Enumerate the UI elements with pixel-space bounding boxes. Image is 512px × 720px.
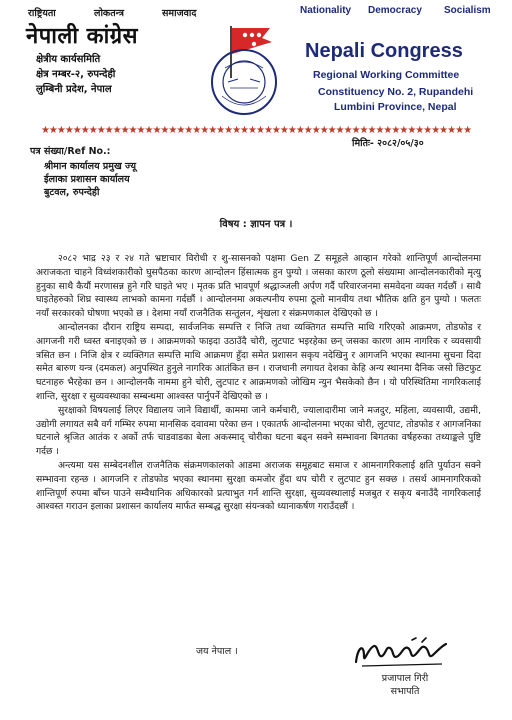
motto-socialism-en: Socialism xyxy=(444,5,491,16)
signatory-block xyxy=(360,672,450,698)
signatory-name: प्रजापाल गिरी xyxy=(381,673,429,684)
reference-number-label: पत्र संख्या/Ref No.: xyxy=(30,146,111,157)
constituency-nepali: क्षेत्र नम्बर-२, रुपन्देही xyxy=(36,69,116,80)
letter-body xyxy=(36,252,481,514)
subject-line: विषय : ज्ञापन पत्र । xyxy=(219,219,293,230)
closing-salutation: जय नेपाल । xyxy=(196,646,238,657)
addressee-block xyxy=(44,160,136,199)
party-name-english: Nepali Congress xyxy=(305,40,463,62)
body-paragraph: २०८२ भाद्र २३ र २४ गते भ्रष्टाचार विरोधी र शु-सासनको पक्षमा Gen Z समूहले आव्हान गरेको शान्तिपूर्ण आन्दोलनमा अराजकता चाहने विध्वंशकारीको घुसपैठका कारण आन्दोलन हिंसात्मक हुन पुग्यो । जसका कारण ठूलो संख्यामा आन्दोलनकारीको मृत्यु हुनुका साथै कैयौं मरणासन्न हुने गरि घाइते भए । मृतक प्रति भावपूर्ण श्रद्धाञ्जली अर्पण गर्दै परिवारजनमा समवेदना व्यक्त गर्दछौं । साथै घाइतेहरुको शिघ्र स्वास्थ्य लाभको कामना गर्दछौं । आन्दोलनमा अकल्पनीय रुपमा ठूलो मानवीय तथा भौतिक क्षति हुन पुग्यो । फलतः नयाँ सरकारको घोषणा भएको छ । देशमा नयाँ राजनैतिक सन्तुलन, शृंखला र संक्रमणकाल देखिएको छ । xyxy=(36,253,481,320)
motto-democracy-np: लोकतन्त्र xyxy=(94,8,124,19)
committee-english: Regional Working Committee xyxy=(313,69,460,81)
addressee-line: बुटवल, रुपन्देही xyxy=(44,187,100,198)
province-english: Lumbini Province, Nepal xyxy=(334,101,457,113)
signature-graphic xyxy=(352,636,452,670)
letter-date: मितिः- २०८२/०५/३० xyxy=(352,138,424,149)
province-nepali: लुम्बिनी प्रदेश, नेपाल xyxy=(36,84,112,95)
constituency-english: Constituency No. 2, Rupandehi xyxy=(318,86,474,98)
flag-icon xyxy=(230,26,272,78)
english-motto xyxy=(300,5,500,19)
motto-nationality-np: राष्ट्रियता xyxy=(28,8,56,19)
motto-socialism-np: समाजवाद xyxy=(162,8,197,19)
addressee-line: श्रीमान कार्यालय प्रमुख ज्यू xyxy=(44,161,137,172)
party-seal xyxy=(192,22,302,122)
nepali-motto xyxy=(28,6,208,18)
motto-nationality-en: Nationality xyxy=(300,5,352,16)
body-paragraph: अन्त्यमा यस सम्बेदनशील राजनैतिक संक्रमणकालको आडमा अराजक समूहबाट समाज र आमनागरिकलाई क्षति पुर्याउन सक्ने सम्भावना रहन्छ । आगजनि र तोडफोड भएका स्थानमा सुरक्षा कमजोर हुँदा थप चोरी र लुटपाट हुन सक्छ । तसर्थ आमनागरिकको शान्तिपूर्ण रुपमा बाँच्न पाउने सम्वैधानिक अधिकारको प्रत्याभुत गर्न शान्ति सुरक्षा, सुव्यवस्थालाई मजबुत र सकृय बनाउँदै नागरिकलाई आश्वस्त गराउन इलाका प्रशासन कार्यालय मार्फत सम्बद्ध सुरक्षा संयन्त्रको ध्यानाकर्षण गराउँदछौं । xyxy=(36,459,481,513)
committee-nepali: क्षेत्रीय कार्यसमिति xyxy=(36,54,101,65)
body-paragraph: आन्दोलनका दौरान राष्ट्रिय सम्पदा, सार्वजनिक सम्पत्ति र निजि तथा व्यक्तिगत सम्पत्ति माथि गरिएको आक्रमण, तोडफोड र आगजनी गरी ध्वस्त बनाइएको छ । आक्रमणको फाइदा उठाउँदै चोरी, लुटपाट भइरहेका छन् जसका कारण आम नागरिक र व्यवसायी त्रसित छन । निजि क्षेत्र र व्यक्तिगत सम्पत्ति माथि आक्रमण हुँदा समेत प्रशासन सकृय नदेखिनु र आगजनि भएका स्थानमा सुचना दिदा समेत बारुण यन्त्र (दमकल) अनुपस्थित हुनुले नागरिक आतंकित छन । राजधानी लगायत देशका केहि अन्य स्थानमा दैनिक जसो छिटफुट घटनाहरु भैरहेका छन । आन्दोलनकै नाममा हुने चोरी, लुटपाट र आक्रमणको जोखिम न्युन भैसकेको छैन । यो परिस्थितिमा नागरिकलाई शान्ति, सुरक्षा र सुव्यवस्थाका सम्बन्धमा आश्वस्त पार्नुपर्ने देखिएको छ । xyxy=(36,321,481,402)
signature-image xyxy=(352,636,452,670)
motto-democracy-en: Democracy xyxy=(368,5,422,16)
addressee-line: ईलाका प्रशासन कार्यालय xyxy=(44,174,130,185)
body-paragraph: सुरक्षाको विषयलाई लिएर विद्यालय जाने विद्यार्थी, काममा जाने कर्मचारी, ज्यालादारीमा जाने मजदुर, महिला, व्यवसायी, उद्यमी, उद्योगी लगायत सबै वर्ग गम्भिर रुपमा मानसिक दवावमा परेका छन । एकातर्फ आन्दोलनमा भएका चोरी, लुटपाट, तोडफोड र आगजनिका घटनाले श्रृजित आतंक र अर्को तर्फ चाडवाडका बेला अकस्माद् चोरीका घटना बढ्न सक्ने सम्भावना बिगतका वर्षहरुका तथ्याङ्कले पुष्टि गर्दछ । xyxy=(36,404,481,458)
seal-graphic xyxy=(192,22,302,122)
stamp-icon xyxy=(212,50,276,114)
party-name-nepali: नेपाली कांग्रेस xyxy=(26,24,139,49)
signatory-title: सभापति xyxy=(390,686,420,697)
star-divider: ★★★★★★★★★★★★★★★★★★★★★★★★★★★★★★★★★★★★★★★★★★★★★★★★★★★★★★ xyxy=(40,125,472,136)
